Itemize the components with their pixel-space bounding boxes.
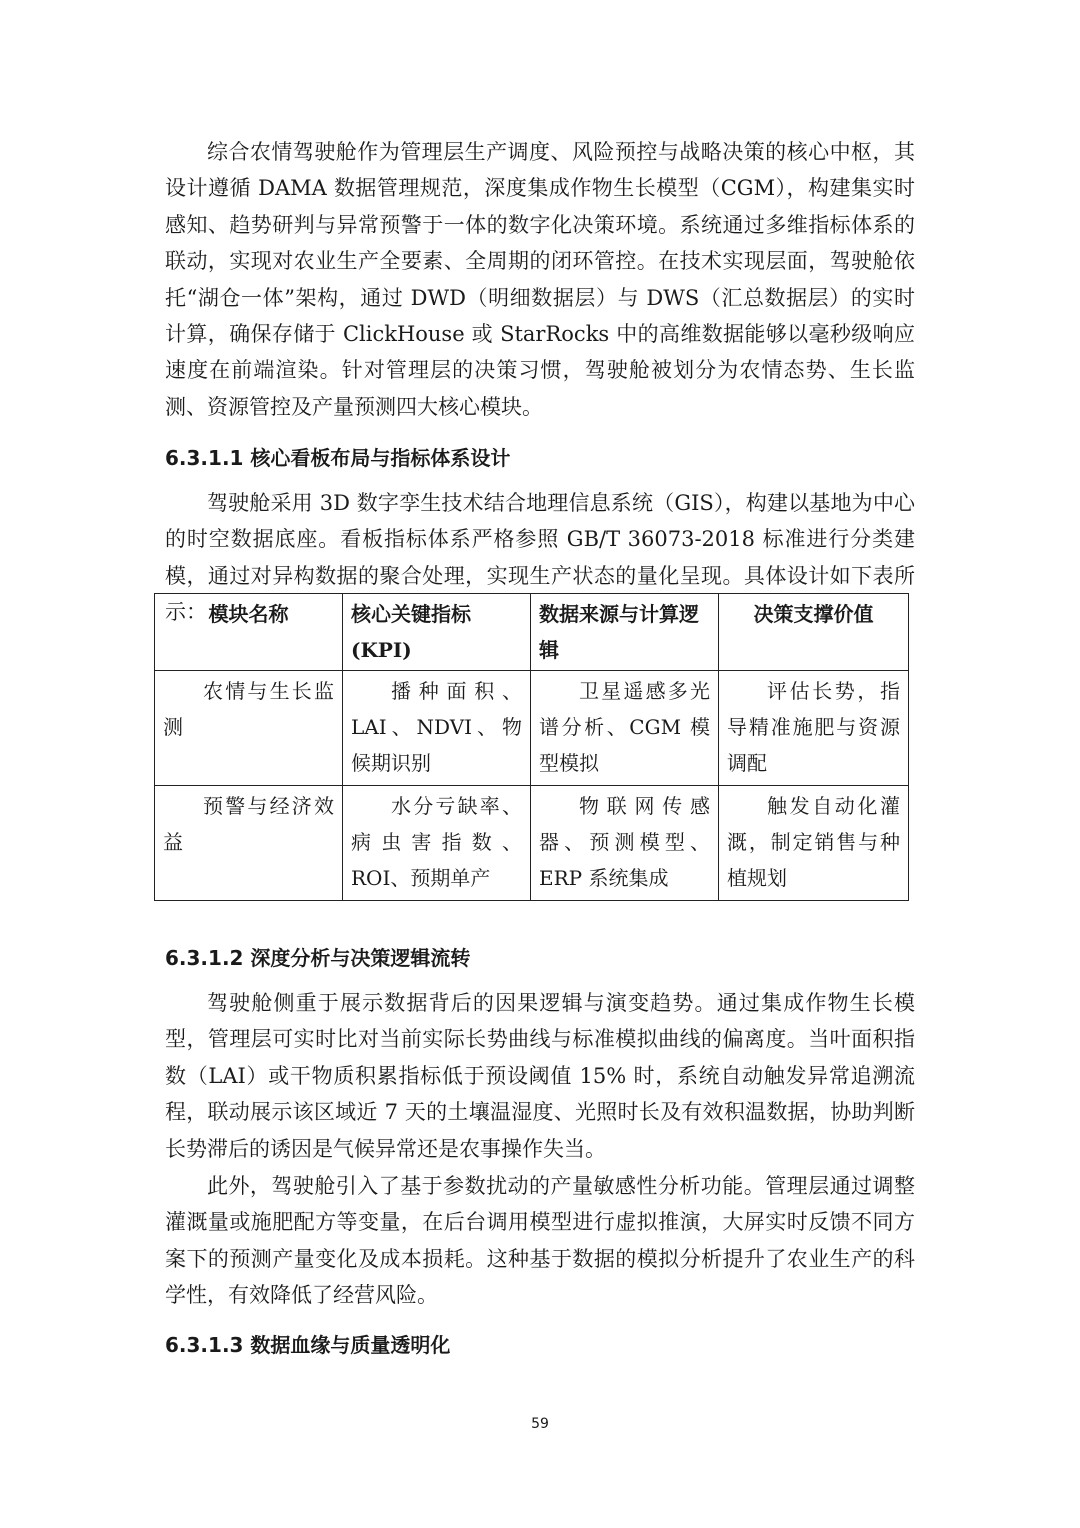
intro-paragraph: 综合农情驾驶舱作为管理层生产调度、风险预控与战略决策的核心中枢，其设计遵循 DAMA 数据管理规范，深度集成作物生长模型（CGM），构建集实时感知、趋势研判与异常预警于一体的数字化决策环境。系统通过多维指标体系的联动，实现对农业生产全要素、全周期的闭环管控。在技术实现层面，驾驶舱依托“湖仓一体”架构，通过 DWD（明细数据层）与 DWS（汇总数据层）的实时计算，确保存储于 ClickHouse 或 StarRocks 中的高维数据能够以毫秒级响应速度在前端渲染。针对管理层的决策习惯，驾驶舱被划分为农情态势、生长监测、资源管控及产量预测四大核心模块。 xyxy=(165,140,915,419)
section-heading-6-3-1-2: 6.3.1.2 深度分析与决策逻辑流转 xyxy=(165,946,471,970)
page-number: 59 xyxy=(531,1416,549,1432)
section-1-paragraph: 驾驶舱采用 3D 数字孪生技术结合地理信息系统（GIS），构建以基地为中心的时空数据底座。看板指标体系严格参照 GB/T 36073-2018 标准进行分类建模，通过对异构数据的聚合处理，实现生产状态的量化呈现。具体设计如下表所示： xyxy=(165,491,915,625)
table-cell: 播种面积、LAI、NDVI、物候期识别 xyxy=(343,671,531,786)
table-row xyxy=(155,671,909,786)
section-2-paragraph-2: 此外，驾驶舱引入了基于参数扰动的产量敏感性分析功能。管理层通过调整灌溉量或施肥配方等变量，在后台调用模型进行虚拟推演，大屏实时反馈不同方案下的预测产量变化及成本损耗。这种基于数据的模拟分析提升了农业生产的科学性，有效降低了经营风险。 xyxy=(165,1174,915,1308)
table-cell: 触发自动化灌溉，制定销售与种植规划 xyxy=(719,786,909,901)
section-heading-6-3-1-1: 6.3.1.1 核心看板布局与指标体系设计 xyxy=(165,446,511,470)
header-data-source: 数据来源与计算逻辑 xyxy=(531,594,719,671)
section-heading-6-3-1-3: 6.3.1.3 数据血缘与质量透明化 xyxy=(165,1333,451,1357)
table-cell: 卫星遥感多光谱分析、CGM 模型模拟 xyxy=(531,671,719,786)
table-cell: 评估长势，指导精准施肥与资源调配 xyxy=(719,671,909,786)
header-kpi: 核心关键指标(KPI) xyxy=(343,594,531,671)
header-module-name: 模块名称 xyxy=(155,594,343,671)
table-cell: 农情与生长监测 xyxy=(155,671,343,786)
table-header-row xyxy=(155,594,909,671)
header-decision-value: 决策支撑价值 xyxy=(719,594,909,671)
table-cell: 水分亏缺率、病虫害指数、ROI、预期单产 xyxy=(343,786,531,901)
table-row xyxy=(155,786,909,901)
section-2-paragraph-1: 驾驶舱侧重于展示数据背后的因果逻辑与演变趋势。通过集成作物生长模型，管理层可实时比对当前实际长势曲线与标准模拟曲线的偏离度。当叶面积指数（LAI）或干物质积累指标低于预设阈值 15% 时，系统自动触发异常追溯流程，联动展示该区域近 7 天的土壤温湿度、光照时长及有效积温数据，协助判断长势滞后的诱因是气候异常还是农事操作失当。 xyxy=(165,991,915,1161)
table-cell: 预警与经济效益 xyxy=(155,786,343,901)
kpi-table xyxy=(154,593,909,901)
table-cell: 物联网传感器、预测模型、ERP 系统集成 xyxy=(531,786,719,901)
